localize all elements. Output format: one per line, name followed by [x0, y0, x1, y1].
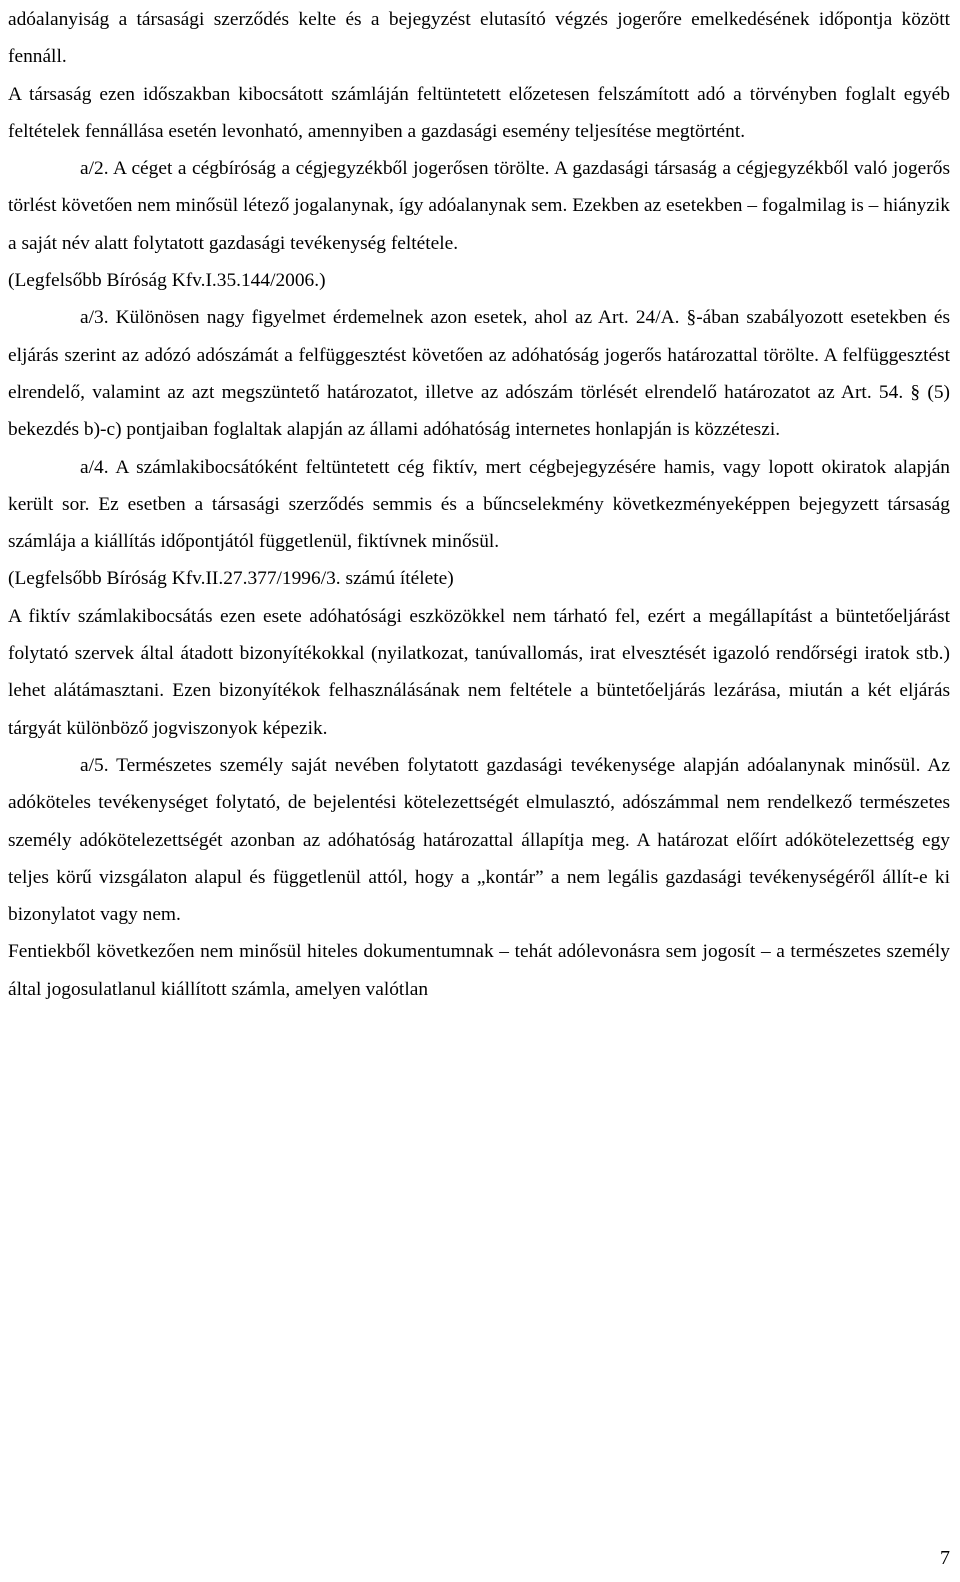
page-number: 7	[940, 1547, 950, 1569]
paragraph-a4-fiktiv-ceg: a/4. A számlakibocsátóként feltüntetett cég fiktív, mert cégbejegyzésére hamis, vagy lopott okiratok alapján került sor. Ez esetben a társasági szerződés semmis és a bűncselekmény következményeképpen bejegyzett társaság számlája a kiállítás időpontjától függetlenül, fiktívnek minősül.	[8, 456, 950, 553]
paragraph-fentiekbol-kovetkezoen: Fentiekből következően nem minősül hiteles dokumentumnak – tehát adólevonásra sem jogosít – a természetes személy által jogosulatlanul kiállított számla, amelyen valótlan	[8, 941, 950, 1000]
paragraph-a3-adoszam-torles: a/3. Különösen nagy figyelmet érdemelnek azon esetek, ahol az Art. 24/A. §-ában szabályozott esetekben és eljárás szerint az adózó adószámát a felfüggesztést követően az adóhatóság jogerős határozattal törölte. A felfüggesztést elrendelő, valamint az azt megszüntető határozatot, illetve az adószám törlését elrendelő határozatot az Art. 54. § (5) bekezdés b)-c) pontjaiban foglaltak alapján az állami adóhatóság internetes honlapján is közzéteszi.	[8, 307, 950, 441]
paragraph-adoalanyisag-end: adóalanyiság a társasági szerződés kelte és a bejegyzést elutasító végzés jogerőre emelkedésének időpontja között fennáll.	[8, 9, 950, 68]
document-page	[8, 0, 950, 1008]
paragraph-fiktiv-szamlakibocsatas: A fiktív számlakibocsátás ezen esete adóhatósági eszközökkel nem tárható fel, ezért a megállapítást a büntetőeljárást folytató szervek által átadott bizonyítékokkal (nyilatkozat, tanúvallomás, irat elvesztését igazoló rendőrségi iratok stb.) lehet alátámasztani. Ezen bizonyítékok felhasználásának nem feltétele a büntetőeljárás lezárása, miután a két eljárás tárgyát különböző jogviszonyok képezik.	[8, 605, 950, 739]
citation-kfv-i-35-144-2006: (Legfelsőbb Bíróság Kfv.I.35.144/2006.)	[8, 270, 326, 292]
paragraph-a5-termeszetes-szemely: a/5. Természetes személy saját nevében folytatott gazdasági tevékenysége alapján adóalanynak minősül. Az adóköteles tevékenységet folytató, de bejelentési kötelezettségét elmulasztó, adószámmal nem rendelkező természetes személy adókötelezettségét azonban az adóhatóság határozattal állapítja meg. A határozat előírt adókötelezettség egy teljes körű vizsgálaton alapul és függetlenül attól, hogy a „kontár” a nem legális gazdasági tevékenységéről állít-e ki bizonylatot vagy nem.	[8, 754, 950, 926]
citation-kfv-ii-27-377-1996: (Legfelsőbb Bíróság Kfv.II.27.377/1996/3. számú ítélete)	[8, 568, 454, 590]
paragraph-elozetesen-felszamitott-ado: A társaság ezen időszakban kibocsátott számláján feltüntetett előzetesen felszámított adó a törvényben foglalt egyéb feltételek fennállása esetén levonható, amennyiben a gazdasági esemény teljesítése megtörtént.	[8, 83, 950, 142]
paragraph-a2-cegtorles: a/2. A céget a cégbíróság a cégjegyzékből jogerősen törölte. A gazdasági társaság a cégjegyzékből való jogerős törlést követően nem minősül létező jogalanynak, így adóalanynak sem. Ezekben az esetekben – fogalmilag is – hiányzik a saját név alatt folytatott gazdasági tevékenység feltétele.	[8, 158, 950, 254]
